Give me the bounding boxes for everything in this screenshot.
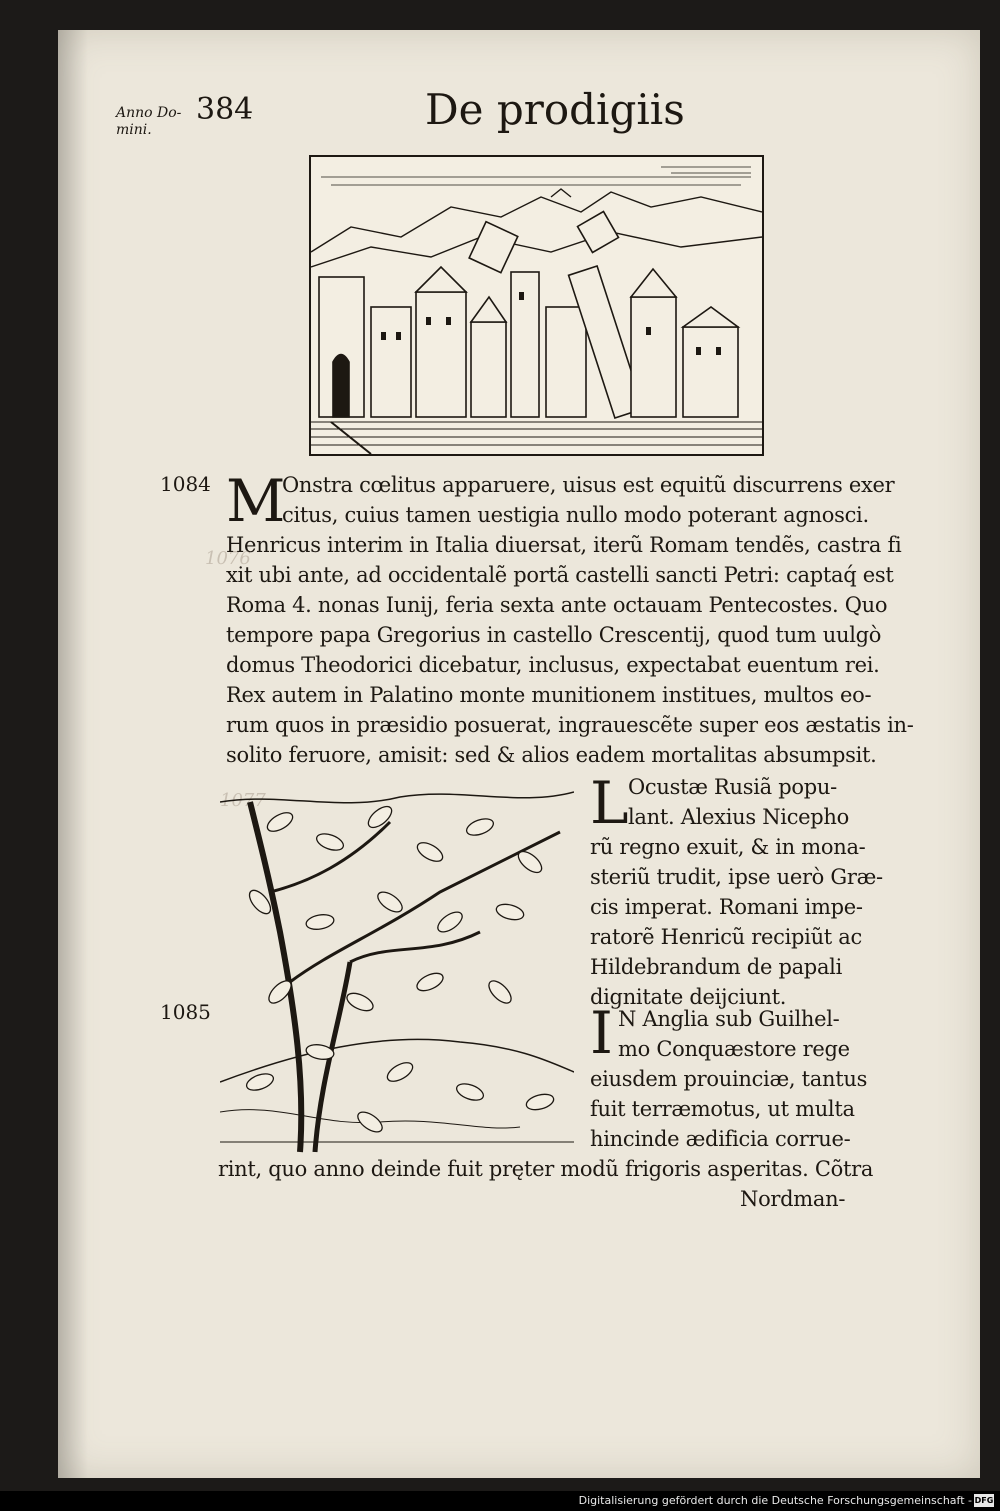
text-line: rũ regno exuit, & in mona- <box>590 835 866 859</box>
text-line: hincinde ædificia corrue- <box>590 1127 851 1151</box>
text-line: Ocustæ Rusiã popu- <box>628 775 837 799</box>
text-line: ratorẽ Henricũ recipiũt ac <box>590 925 862 949</box>
margin-year-1084: 1084 <box>160 472 211 496</box>
page-number: 384 <box>196 92 254 127</box>
text-line: steriũ trudit, ipse uerò Græ- <box>590 865 883 889</box>
text-line: dignitate deijciunt. <box>590 985 787 1009</box>
dropcap-M: M <box>226 467 286 535</box>
text-line: solito feruore, amisit: sed & alios eadem mortalitas absumpsit. <box>226 743 877 767</box>
text-line: cis imperat. Romani impe- <box>590 895 863 919</box>
woodcut-locusts-illustration <box>220 782 574 1162</box>
text-line: Henricus interim in Italia diuersat, iterũ Romam tendẽs, castra fi <box>226 533 902 557</box>
text-line: rum quos in præsidio posuerat, ingrauescẽte super eos æstatis in- <box>226 713 914 737</box>
catchword: Nordman- <box>740 1187 846 1211</box>
spine-shadow <box>58 30 88 1478</box>
woodcut-city-illustration <box>309 155 764 456</box>
locusts-woodcut-drawing <box>220 782 574 1162</box>
text-line: mo Conquæstore rege <box>618 1037 850 1061</box>
show-through-text: 1077 <box>220 790 266 811</box>
text-line: xit ubi ante, ad occidentalẽ portã castelli sancti Petri: captaq́ est <box>226 563 894 587</box>
text-line: rint, quo anno deinde fuit pręter modũ frigoris asperitas. Cõtra <box>218 1157 874 1181</box>
dropcap-L: L <box>590 769 629 837</box>
text-line: tempore papa Gregorius in castello Crescentij, quod tum uulgò <box>226 623 882 647</box>
show-through-text: 1076 <box>205 548 251 569</box>
text-line: lant. Alexius Nicepho <box>628 805 849 829</box>
text-line: Roma 4. nonas Iunij, feria sexta ante octauam Pentecostes. Quo <box>226 593 888 617</box>
anno-line: Anno Do- <box>116 105 182 121</box>
text-line: citus, cuius tamen uestigia nullo modo poterant agnosci. <box>282 503 869 527</box>
city-woodcut-drawing <box>311 157 762 454</box>
footer-credit: Digitalisierung gefördert durch die Deutsche Forschungsgemeinschaft - <box>578 1494 972 1507</box>
margin-year-1085: 1085 <box>160 1000 211 1024</box>
text-line: Rex autem in Palatino monte munitionem institues, multos eo- <box>226 683 872 707</box>
text-line: Hildebrandum de papali <box>590 955 843 979</box>
text-line: eiusdem prouinciæ, tantus <box>590 1067 868 1091</box>
text-line: fuit terræmotus, ut multa <box>590 1097 855 1121</box>
text-line: N Anglia sub Guilhel- <box>618 1007 840 1031</box>
anno-line: mini. <box>116 122 152 138</box>
text-line: Onstra cœlitus apparuere, uisus est equitũ discurrens exer <box>282 473 895 497</box>
dfg-logo-icon: DFG <box>974 1496 994 1505</box>
text-line: domus Theodorici dicebatur, inclusus, expectabat euentum rei. <box>226 653 880 677</box>
dropcap-I: I <box>590 999 613 1067</box>
running-title: De prodigiis <box>425 85 685 134</box>
